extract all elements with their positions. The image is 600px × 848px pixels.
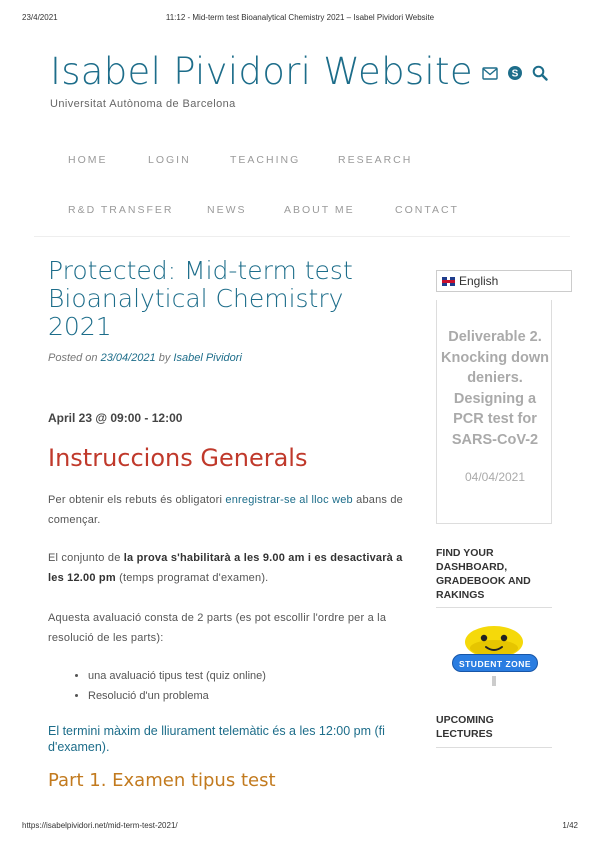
event-time: April 23 @ 09:00 - 12:00 [48,411,183,425]
student-zone-mascot-icon [452,620,538,686]
uk-flag-icon [442,277,455,286]
print-page-count: 1/42 [562,821,578,830]
meta-posted-on: Posted on [48,352,98,364]
nav-login[interactable]: LOGIN [148,154,191,166]
widget-divider [436,747,552,748]
site-description: Universitat Autònoma de Barcelona [50,98,236,110]
skype-icon[interactable] [507,65,523,86]
upcoming-widget-title: UPCOMING LECTURES [436,714,494,740]
header-icons [482,65,548,86]
p2-text-b: (temps programat d'examen). [115,572,269,584]
post-title: Protected: Mid-term test Bioanalytical Chemistry 2021 [48,256,353,341]
print-url: https://isabelpividori.net/mid-term-test-2021/ [22,821,178,830]
paragraph-schedule [48,548,420,588]
nav-contact[interactable]: CONTACT [395,204,459,216]
svg-text:S: S [511,68,519,80]
p1-text-b: abans de començar. [48,494,403,526]
paragraph-registration [48,490,420,530]
site-title[interactable]: Isabel Pividori Website [50,50,473,93]
nav-teaching[interactable]: TEACHING [230,154,301,166]
heading-instructions: Instruccions Generals [48,444,308,472]
nav-rd-transfer[interactable]: R&D TRANSFER [68,204,174,216]
nav-home[interactable]: HOME [68,154,108,166]
widget-divider [436,607,552,608]
deliverable-title[interactable]: Deliverable 2. Knocking down deniers. Designing a PCR test for SARS-CoV-2 [441,329,549,448]
heading-part1: Part 1. Examen tipus test [48,770,276,791]
post-meta [48,352,242,364]
print-footer [22,821,578,830]
deliverable-date: 04/04/2021 [464,470,526,484]
search-icon[interactable] [532,65,548,86]
language-selector[interactable] [436,270,572,292]
dashboard-widget-title: FIND YOUR DASHBOARD, GRADEBOOK AND RAKINGS [436,547,531,601]
post-date-link[interactable]: 23/04/2021 [100,352,156,364]
print-page-title: 11:12 - Mid-term test Bioanalytical Chemistry 2021 – Isabel Pividori Website [165,13,435,22]
print-date: 23/4/2021 [22,13,58,22]
meta-by: by [158,352,171,364]
language-label: English [459,274,499,288]
list-item: • Resolució d'un problema [88,686,266,706]
p1-text-a: Per obtenir els rebuts és obligatori [48,494,226,506]
list-item: • una avaluació tipus test (quiz online) [88,666,266,686]
p2-bold: la prova s'habilitarà a les 9.00 am i es desactivarà a les 12.00 pm [48,552,403,584]
nav-research[interactable]: RESEARCH [338,154,413,166]
student-zone-button[interactable] [452,620,538,686]
parts-list [70,666,266,706]
student-zone-label: STUDENT ZONE [452,654,538,672]
register-link[interactable]: enregistrar-se al lloc web [225,494,353,506]
post-author-link[interactable]: Isabel Pividori [173,352,242,364]
heading-deadline: El termini màxim de lliurament telemàtic és a les 12:00 pm (fi d'examen). [48,724,385,754]
nav-divider [34,236,570,237]
paragraph-parts: Aquesta avaluació consta de 2 parts (es pot escollir l'ordre per a la resolució de les parts): [48,612,387,644]
nav-about-me[interactable]: ABOUT ME [284,204,355,216]
p2-text-a: El conjunto de [48,552,124,564]
print-header [22,13,578,22]
envelope-icon[interactable] [482,67,498,85]
nav-news[interactable]: NEWS [207,204,247,216]
